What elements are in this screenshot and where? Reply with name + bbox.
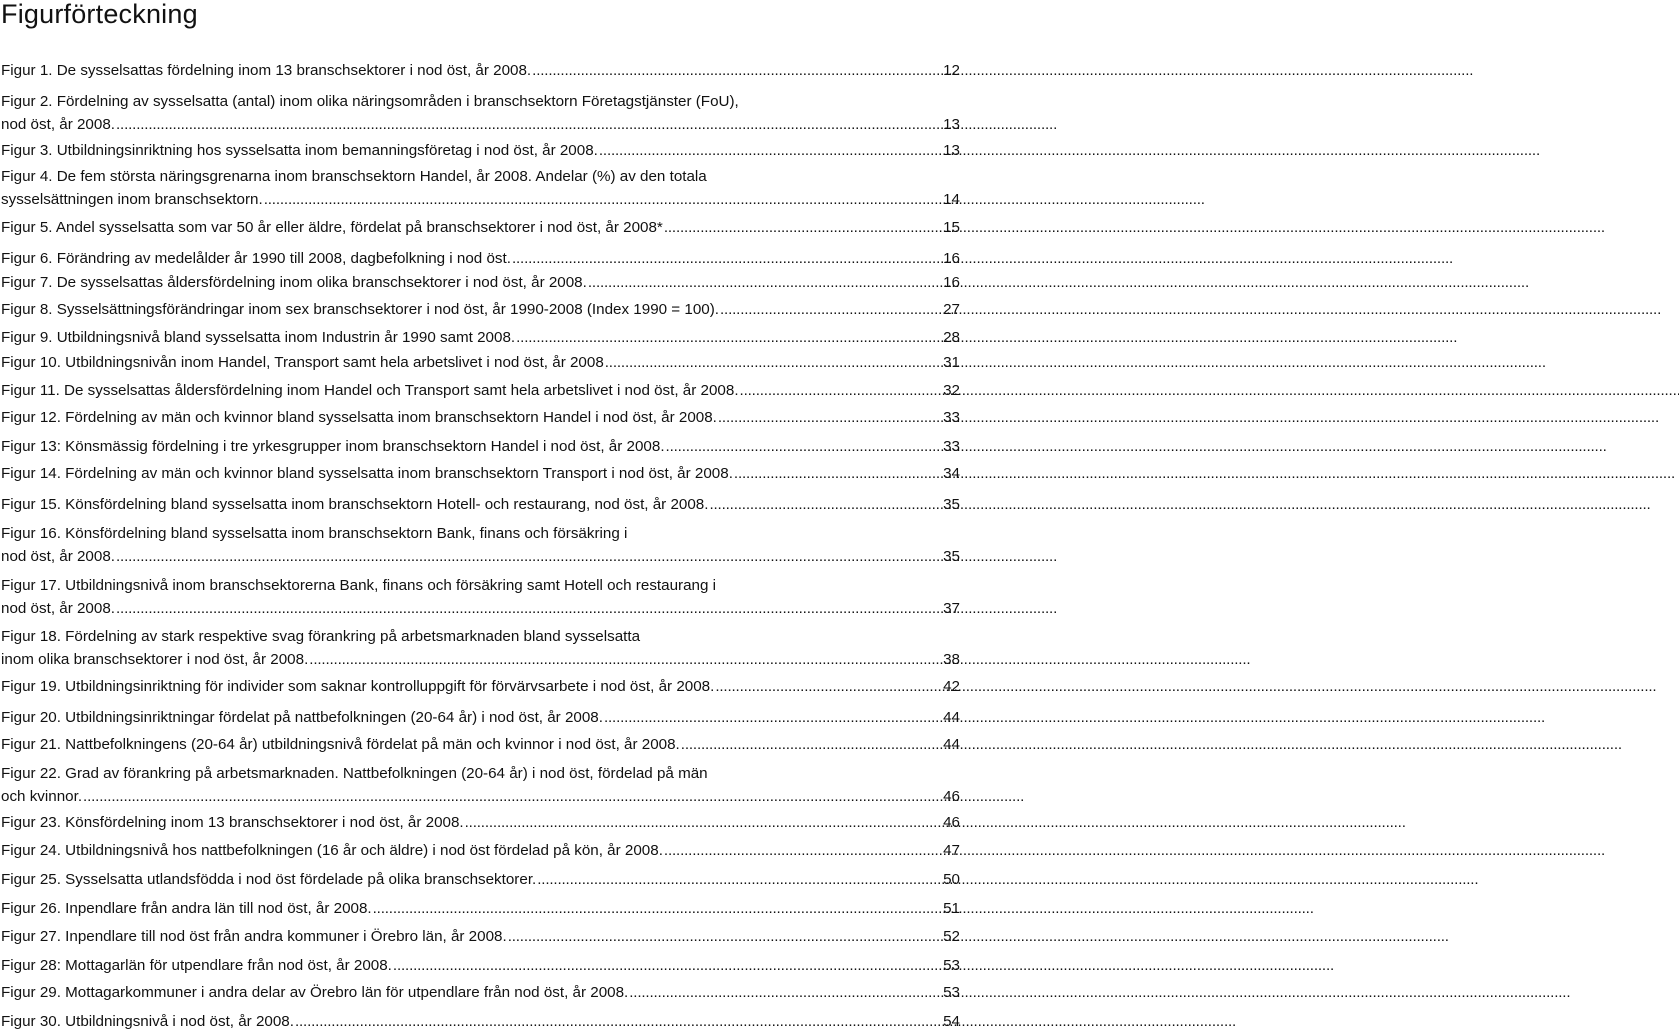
toc-entry-text: Figur 18. Fördelning av stark respektive svag förankring på arbetsmarknaden bland sysselsatta [1, 628, 641, 645]
toc-entry-text: Figur 13: Könsmässig fördelning i tre yrkesgrupper inom branschsektorn Handel i nod öst, år 2008. [1, 438, 665, 455]
toc-page-number: 34 [943, 465, 960, 482]
toc-entry[interactable] [1, 435, 960, 458]
toc-entry-text: och kvinnor. [1, 788, 83, 805]
toc-entry[interactable] [1, 897, 960, 920]
dot-leader [295, 1010, 940, 1033]
toc-entry-text: nod öst, år 2008. [1, 116, 115, 133]
toc-entry[interactable] [1, 406, 960, 429]
toc-entry-text: Figur 20. Utbildningsinriktningar fördelat på nattbefolkningen (20-64 år) i nod öst, år 2008. [1, 709, 603, 726]
toc-entry-text: Figur 1. De sysselsattas fördelning inom 13 branschsektorer i nod öst, år 2008. [1, 62, 532, 79]
toc-entry[interactable] [1, 706, 960, 729]
toc-entry-text: Figur 17. Utbildningsnivå inom branschsektorerna Bank, finans och försäkring samt Hotell och restaurang i [1, 577, 717, 594]
toc-entry-text: Figur 29. Mottagarkommuner i andra delar av Örebro län för utpendlare från nod öst, år 2008. [1, 984, 629, 1001]
dot-leader [537, 868, 940, 891]
toc-page-number: 38 [943, 651, 960, 668]
toc-entry-text: Figur 2. Fördelning av sysselsatta (antal) inom olika näringsområden i branschsektorn Företagstjänster (FoU), [1, 93, 739, 110]
toc-page-number: 16 [943, 250, 960, 267]
toc-entry[interactable] [1, 379, 960, 402]
toc-entry-text: Figur 24. Utbildningsnivå hos nattbefolkningen (16 år och äldre) i nod öst fördelad på kön, år 2008. [1, 842, 663, 859]
page-title: Figurförteckning [1, 0, 198, 29]
toc-page-number: 12 [943, 62, 960, 79]
toc-entry-text: sysselsättningen inom branschsektorn. [1, 191, 263, 208]
toc-page-number: 35 [943, 496, 960, 513]
toc-entry[interactable] [1, 271, 960, 294]
toc-entry[interactable] [1, 954, 960, 977]
toc-entry[interactable] [1, 59, 960, 82]
toc-entry-text: Figur 8. Sysselsättningsförändringar inom sex branschsektorer i nod öst, år 1990-2008 (Index 1990 = 100). [1, 301, 720, 318]
dot-leader [664, 216, 940, 239]
dot-leader [715, 675, 940, 698]
toc-page-number: 16 [943, 274, 960, 291]
toc-entry[interactable] [1, 90, 960, 136]
dot-leader [83, 785, 940, 808]
toc-entry[interactable] [1, 165, 960, 211]
toc-page-number: 50 [943, 871, 960, 888]
toc-entry[interactable] [1, 326, 960, 349]
toc-entry[interactable] [1, 351, 960, 374]
dot-leader [309, 648, 940, 671]
dot-leader [512, 247, 940, 270]
toc-page-number: 53 [943, 984, 960, 1001]
toc-entry[interactable] [1, 216, 960, 239]
toc-entry[interactable] [1, 981, 960, 1004]
toc-page-number: 14 [943, 191, 960, 208]
dot-leader [116, 597, 940, 620]
toc-entry[interactable] [1, 139, 960, 162]
toc-page-number: 51 [943, 900, 960, 917]
toc-entry-text: Figur 23. Könsfördelning inom 13 branschsektorer i nod öst, år 2008. [1, 814, 464, 831]
toc-page-number: 31 [943, 354, 960, 371]
dot-leader [116, 113, 940, 136]
toc-entry-text: Figur 28: Mottagarlän för utpendlare från nod öst, år 2008. [1, 957, 392, 974]
toc-page-number: 15 [943, 219, 960, 236]
toc-entry-text: Figur 15. Könsfördelning bland sysselsatta inom branschsektorn Hotell- och restaurang, nod öst, år 2008. [1, 496, 709, 513]
dot-leader [393, 954, 940, 977]
toc-page-number: 13 [943, 142, 960, 159]
dot-leader [116, 545, 940, 568]
dot-leader [740, 379, 941, 402]
toc-entry[interactable] [1, 493, 960, 516]
toc-entry-text: Figur 30. Utbildningsnivå i nod öst, år 2008. [1, 1013, 294, 1030]
dot-leader [508, 925, 940, 948]
toc-entry-text: nod öst, år 2008. [1, 600, 115, 617]
toc-entry[interactable] [1, 733, 960, 756]
dot-leader [605, 351, 940, 374]
toc-entry[interactable] [1, 625, 960, 671]
dot-leader [604, 706, 940, 729]
toc-entry-text: inom olika branschsektorer i nod öst, år 2008. [1, 651, 309, 668]
toc-page-number: 44 [943, 709, 960, 726]
dot-leader [720, 298, 940, 321]
toc-entry-text: Figur 9. Utbildningsnivå bland sysselsatta inom Industrin år 1990 samt 2008. [1, 329, 516, 346]
dot-leader [709, 493, 940, 516]
dot-leader [599, 139, 940, 162]
toc-entry-text: Figur 10. Utbildningsnivån inom Handel, Transport samt hela arbetslivet i nod öst, år 2008 [1, 354, 604, 371]
toc-entry-text: Figur 11. De sysselsattas åldersfördelning inom Handel och Transport samt hela arbetslivet i nod öst, år 2008. [1, 382, 739, 399]
toc-page-number: 27 [943, 301, 960, 318]
dot-leader [373, 897, 940, 920]
toc-entry[interactable] [1, 574, 960, 620]
toc-page-number: 54 [943, 1013, 960, 1030]
toc-entry-text: Figur 3. Utbildningsinriktning hos sysselsatta inom bemanningsföretag i nod öst, år 2008. [1, 142, 598, 159]
toc-page-number: 52 [943, 928, 960, 945]
toc-entry[interactable] [1, 925, 960, 948]
toc-entry[interactable] [1, 811, 960, 834]
toc-entry-text: Figur 4. De fem största näringsgrenarna inom branschsektorn Handel, år 2008. Andelar (%) av den totala [1, 168, 707, 185]
toc-page-number: 35 [943, 548, 960, 565]
dot-leader [629, 981, 940, 1004]
toc-entry-text: Figur 19. Utbildningsinriktning för individer som saknar kontrolluppgift för förvärvsarbete i nod öst, år 2008. [1, 678, 715, 695]
toc-entry-text: Figur 16. Könsfördelning bland sysselsatta inom branschsektorn Bank, finans och försäkring i [1, 525, 628, 542]
dot-leader [264, 188, 940, 211]
dot-leader [516, 326, 940, 349]
toc-entry[interactable] [1, 839, 960, 862]
dot-leader [734, 462, 940, 485]
toc-page-number: 13 [943, 116, 960, 133]
toc-page-number: 33 [943, 438, 960, 455]
toc-page-number: 44 [943, 736, 960, 753]
dot-leader [718, 406, 940, 429]
toc-entry-text: Figur 22. Grad av förankring på arbetsmarknaden. Nattbefolkningen (20-64 år) i nod öst, fördelad på män [1, 765, 708, 782]
toc-page-number: 46 [943, 788, 960, 805]
toc-entry-text: Figur 6. Förändring av medelålder år 1990 till 2008, dagbefolkning i nod öst. [1, 250, 511, 267]
dot-leader [664, 839, 940, 862]
toc-entry-text: Figur 7. De sysselsattas åldersfördelning inom olika branschsektorer i nod öst, år 2008. [1, 274, 587, 291]
toc-entry-text: Figur 26. Inpendlare från andra län till nod öst, år 2008. [1, 900, 372, 917]
toc-entry-text: Figur 25. Sysselsatta utlandsfödda i nod öst fördelade på olika branschsektorer. [1, 871, 537, 888]
toc-page-number: 32 [943, 382, 960, 399]
toc-entry-text: Figur 21. Nattbefolkningens (20-64 år) utbildningsnivå fördelat på män och kvinnor i nod öst, år 2008. [1, 736, 680, 753]
toc-page-number: 53 [943, 957, 960, 974]
toc-page-number: 28 [943, 329, 960, 346]
toc-entry[interactable] [1, 868, 960, 891]
toc-entry-text: Figur 12. Fördelning av män och kvinnor bland sysselsatta inom branschsektorn Handel i nod öst, år 2008. [1, 409, 717, 426]
toc-entry[interactable] [1, 762, 960, 808]
toc-page-number: 46 [943, 814, 960, 831]
dot-leader [588, 271, 940, 294]
toc-entry[interactable] [1, 247, 960, 270]
toc-entry[interactable] [1, 1010, 960, 1033]
toc-page-number: 47 [943, 842, 960, 859]
toc-page-number: 33 [943, 409, 960, 426]
toc-entry-text: Figur 27. Inpendlare till nod öst från andra kommuner i Örebro län, år 2008. [1, 928, 507, 945]
toc-page-number: 37 [943, 600, 960, 617]
toc-entry-text: nod öst, år 2008. [1, 548, 115, 565]
dot-leader [681, 733, 940, 756]
dot-leader [666, 435, 941, 458]
toc-entry-text: Figur 14. Fördelning av män och kvinnor bland sysselsatta inom branschsektorn Transport i nod öst, år 2008. [1, 465, 733, 482]
toc-entry[interactable] [1, 522, 960, 568]
toc-entry-text: Figur 5. Andel sysselsatta som var 50 år eller äldre, fördelat på branschsektorer i nod öst, år 2008* [1, 219, 663, 236]
dot-leader [532, 59, 940, 82]
toc-entry[interactable] [1, 462, 960, 485]
toc-entry[interactable] [1, 298, 960, 321]
dot-leader [465, 811, 940, 834]
toc-page-number: 42 [943, 678, 960, 695]
toc-entry[interactable] [1, 675, 960, 698]
